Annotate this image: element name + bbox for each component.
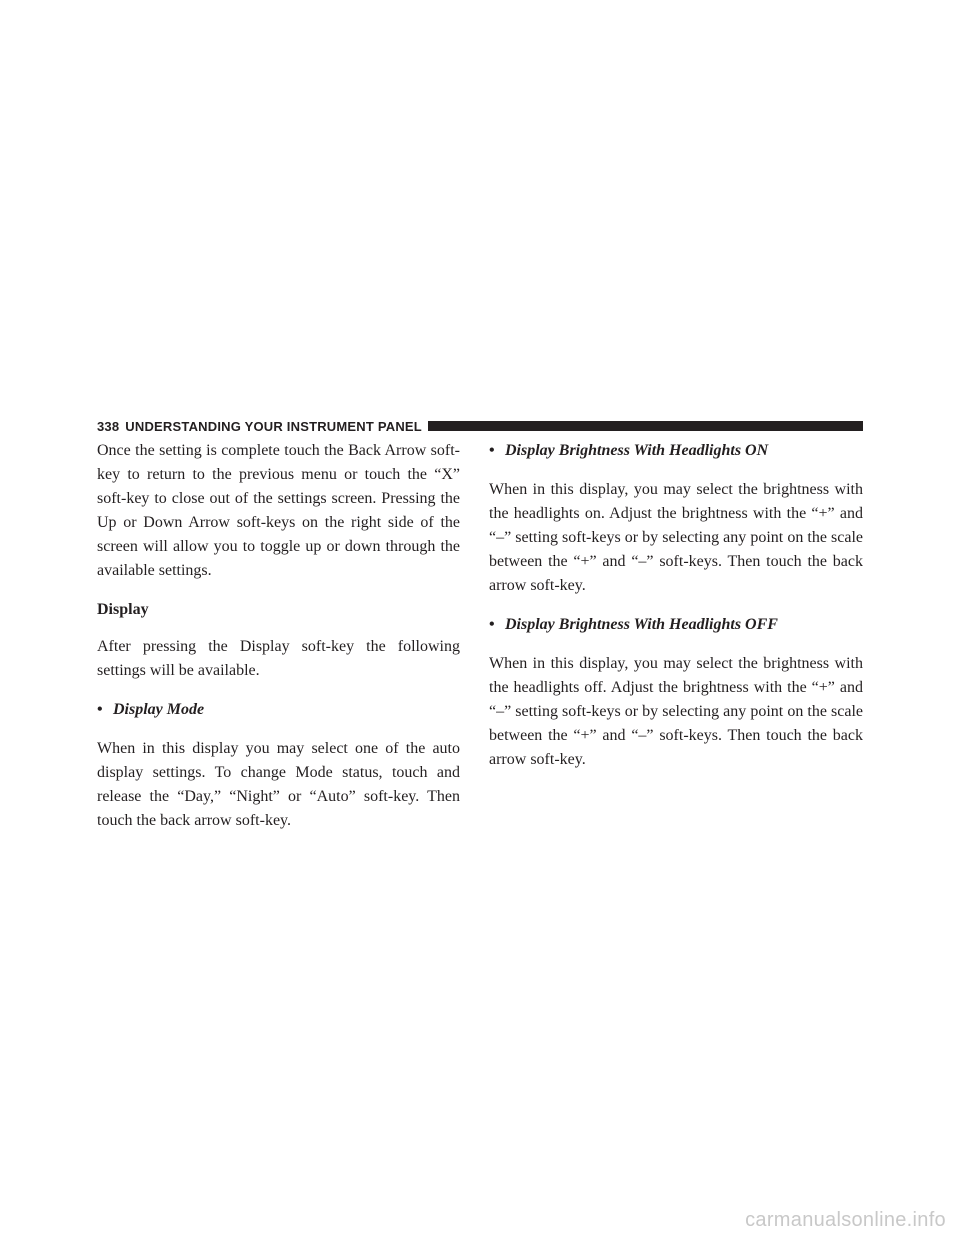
- bullet-brightness-off: [489, 613, 863, 637]
- section-title: UNDERSTANDING YOUR INSTRUMENT PANEL: [125, 418, 422, 434]
- bullet-label: Display Brightness With Headlights OFF: [505, 616, 778, 633]
- watermark: carmanualsonline.info: [745, 1209, 946, 1231]
- display-heading: Display: [97, 601, 149, 618]
- page-number: 338: [97, 418, 120, 434]
- bullet-label: Display Mode: [113, 701, 205, 718]
- bullet-icon: •: [489, 442, 495, 459]
- intro-paragraph: Once the setting is complete touch the Back Arrow soft-key to return to the previous menu or touch the “X” soft-key to close out of the settings screen. Pressing the Up or Down Arrow soft-keys on the right side of the screen will allow you to toggle up or down through the available settings.: [97, 442, 460, 579]
- bullet-icon: •: [97, 701, 103, 718]
- brightness-off-paragraph: When in this display, you may select the brightness with the headlights off. Adjust the brightness with the “+” and “–” setting soft-keys or by selecting any point on the scale between the “+” and “–” soft-keys. Then touch the back arrow soft-key.: [489, 655, 863, 768]
- bullet-display-mode: [97, 698, 460, 722]
- display-mode-paragraph: When in this display you may select one of the auto display settings. To change Mode status, touch and release the “Day,” “Night” or “Auto” soft-key. Then touch the back arrow soft-key.: [97, 740, 460, 829]
- right-column: [489, 439, 863, 787]
- brightness-on-paragraph: When in this display, you may select the brightness with the headlights on. Adjust the brightness with the “+” and “–” setting soft-keys or by selecting any point on the scale between the “+” and “–” soft-keys. Then touch the back arrow soft-key.: [489, 481, 863, 594]
- bullet-label: Display Brightness With Headlights ON: [505, 442, 769, 459]
- bullet-brightness-on: [489, 439, 863, 463]
- header-rule: [428, 421, 863, 431]
- page-header: [97, 419, 863, 433]
- display-paragraph: After pressing the Display soft-key the following settings will be available.: [97, 638, 460, 679]
- bullet-icon: •: [489, 616, 495, 633]
- left-column: [97, 439, 460, 848]
